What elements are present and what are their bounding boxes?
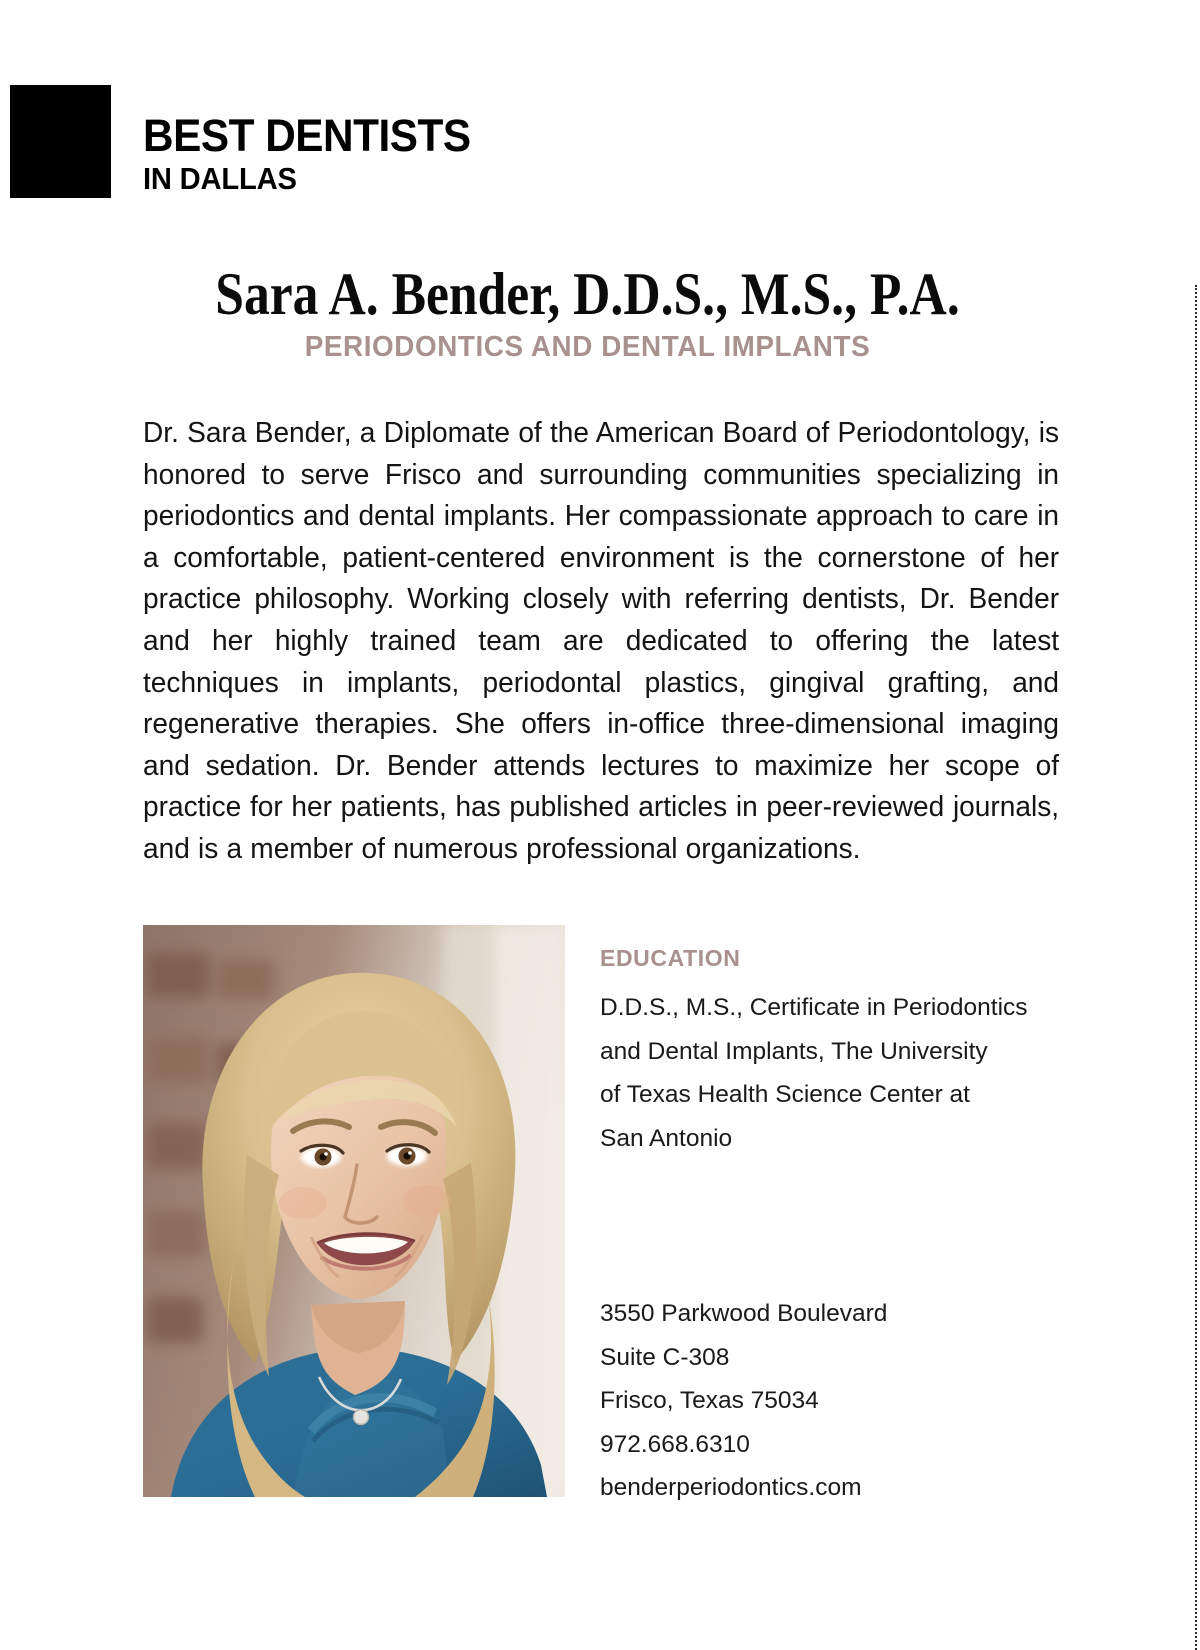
- contact-section: [600, 1292, 1070, 1510]
- masthead: [143, 112, 843, 196]
- masthead-subtitle: IN DALLAS: [143, 161, 297, 196]
- address-suite: Suite C-308: [600, 1343, 730, 1371]
- profile-heading: [0, 262, 1175, 364]
- education-line: D.D.S., M.S., Certificate in Periodontics: [600, 994, 1028, 1021]
- education-heading: EDUCATION: [600, 945, 741, 971]
- address-street: 3550 Parkwood Boulevard: [600, 1300, 888, 1327]
- portrait-photo: [143, 925, 565, 1497]
- address-city-state-zip: Frisco, Texas 75034: [600, 1387, 819, 1414]
- education-line: San Antonio: [600, 1124, 733, 1152]
- doctor-name: Sara A. Bender, D.D.S., M.S., P.A.: [215, 261, 960, 327]
- biography-paragraph: Dr. Sara Bender, a Diplomate of the American Board of Periodontology, is honored to serve Frisco and surrounding communities specializing in periodontics and dental implants. Her compassionate approach to care in a comfortable, patient-centered environment is the cornerstone of her practice philosophy. Working closely with referring dentists, Dr. Bender and her highly trained team are dedicated to offering the latest techniques in implants, periodontal plastics, gingival grafting, and regenerative therapies. She offers in-office three-dimensional imaging and sedation. Dr. Bender attends lectures to maximize her scope of practice for her patients, has published articles in peer-reviewed journals, and is a member of numerous professional organizations.: [143, 417, 1060, 865]
- education-section: [600, 945, 1070, 1160]
- black-square-logo: [10, 85, 111, 198]
- education-line: and Dental Implants, The University: [600, 1037, 988, 1065]
- phone-number[interactable]: 972.668.6310: [600, 1430, 750, 1458]
- masthead-title: BEST DENTISTS: [143, 110, 471, 161]
- specialty-line: PERIODONTICS AND DENTAL IMPLANTS: [304, 331, 871, 363]
- education-line: of Texas Health Science Center at: [600, 1081, 970, 1108]
- website-url[interactable]: benderperiodontics.com: [600, 1474, 862, 1501]
- page-edge-dotted-rule: [1195, 285, 1197, 1650]
